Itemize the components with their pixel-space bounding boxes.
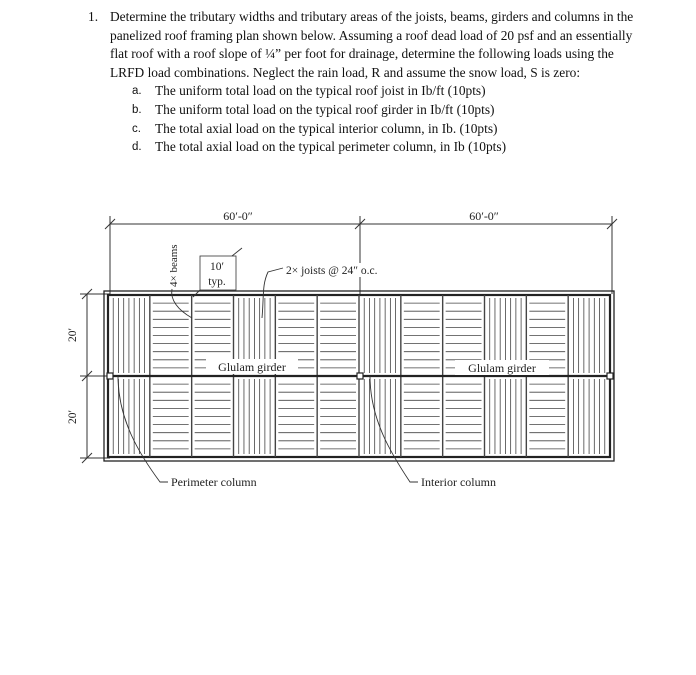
sub-question-c: c. The total axial load on the typical interior column, in Ib. (10pts): [132, 120, 498, 136]
question-stem: Determine the tributary widths and tributary areas of the joists, beams, girders and columns in the panelized roof framing plan shown below. Assuming a roof dead load of 20 psf and an essentially flat roof with a roof slope of ¼” per foot for drainage, determine the following loads using the LRFD load combinations. Neglect the rain load, R and assume the snow load, S is zero:: [110, 9, 634, 80]
perimeter-column-marker: [107, 373, 113, 379]
end-column-marker: [607, 373, 613, 379]
beams-label: 4× beams: [168, 244, 180, 287]
joists-label: 2× joists @ 24″ o.c.: [286, 265, 378, 277]
bay-dimension-lines: [80, 289, 110, 463]
beam-spacing-value: 10′: [209, 261, 225, 273]
bay-top-label: 20′: [67, 327, 79, 343]
interior-column-label: Interior column: [421, 475, 496, 489]
beam-spacing-note: typ.: [208, 276, 226, 288]
sub-question-b: b. The uniform total load on the typical roof girder in Ib/ft (10pts): [132, 101, 495, 117]
perimeter-column-label: Perimeter column: [171, 475, 257, 489]
girder-right-label: Glulam girder: [468, 361, 536, 375]
question-number: 1.: [88, 9, 99, 24]
sub-question-a: a. The uniform total load on the typical roof joist in Ib/ft (10pts): [132, 83, 486, 99]
span-left-label: 60′-0″: [223, 209, 253, 223]
span-right-label: 60′-0″: [469, 209, 499, 223]
sub-question-d: d. The total axial load on the typical perimeter column, in Ib (10pts): [132, 139, 507, 155]
interior-column-marker: [357, 373, 363, 379]
bay-bottom-label: 20′: [67, 409, 79, 425]
girder-left-label: Glulam girder: [218, 360, 286, 374]
